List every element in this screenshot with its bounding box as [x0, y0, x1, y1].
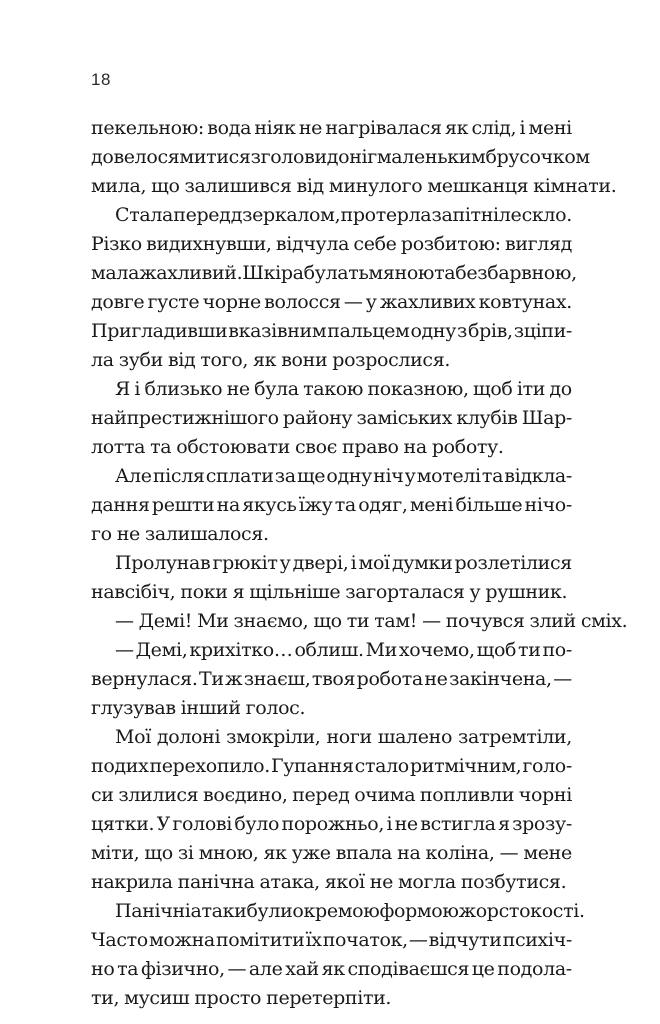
word: там! — [374, 610, 418, 632]
word: щоб — [473, 378, 513, 400]
word: ритмічним, — [409, 755, 522, 777]
word: розбитою: — [400, 233, 501, 255]
word: розрослися. — [332, 349, 451, 371]
word: маленьким — [376, 146, 486, 168]
word: такою — [303, 378, 364, 400]
word: якусь — [242, 494, 297, 516]
word: си — [91, 784, 114, 806]
text-line — [91, 926, 572, 955]
text-line — [91, 636, 572, 665]
word: чорні — [518, 784, 572, 806]
word: своє — [294, 436, 337, 458]
word: мешканця — [427, 175, 529, 197]
word: затремтіли, — [458, 726, 572, 748]
word: позбутися. — [460, 871, 567, 893]
word: показною, — [367, 378, 469, 400]
word: перехопило. — [149, 755, 270, 777]
word: району — [282, 407, 353, 429]
word: хочемо, — [398, 639, 475, 661]
word: крихітко… — [189, 639, 293, 661]
word: коліна, — [425, 842, 495, 864]
word: Пригладивши — [91, 320, 228, 342]
text-line — [91, 288, 572, 317]
word: вказівним — [228, 320, 327, 342]
word: скло. — [521, 204, 572, 226]
word: ніч — [373, 465, 404, 487]
word: твоя — [311, 668, 356, 690]
word: до — [549, 378, 572, 400]
word: ніг — [349, 146, 377, 168]
word: жахливих — [379, 291, 476, 313]
text-line — [91, 462, 572, 491]
text-line — [91, 810, 572, 839]
word: ла — [91, 349, 114, 371]
word: встигла — [420, 813, 496, 835]
text-line — [91, 897, 585, 926]
word: інший — [180, 697, 241, 719]
word: що — [313, 610, 342, 632]
page-number: 18 — [91, 70, 111, 89]
word: розлетілися — [454, 552, 572, 574]
word: видихнувши, — [146, 233, 272, 255]
word: поки — [180, 581, 228, 603]
word: відчути — [428, 929, 502, 951]
text-line — [91, 114, 572, 143]
word: перетерпіти. — [266, 987, 392, 1009]
word: Пролунав — [115, 552, 211, 574]
word: залишився — [184, 175, 292, 197]
word: — — [499, 842, 519, 864]
text-line — [91, 752, 572, 781]
word: перед — [173, 204, 231, 226]
word: не — [226, 378, 250, 400]
word: мої — [358, 552, 390, 574]
word: Панічні — [115, 900, 191, 922]
word: одну — [410, 320, 457, 342]
text-line — [91, 433, 572, 462]
word: голос. — [245, 697, 306, 719]
word: глузував — [91, 697, 176, 719]
word: подола- — [497, 958, 572, 980]
word: волосся — [264, 291, 341, 313]
word: перед — [292, 784, 350, 806]
word: щільніше — [249, 581, 341, 603]
word: загорталася — [345, 581, 465, 603]
word: Демі, — [135, 639, 188, 661]
word: і — [350, 552, 357, 574]
word: з — [250, 146, 261, 168]
word: фізично, — [140, 958, 225, 980]
word: минулого — [328, 175, 423, 197]
word: брусочком — [485, 146, 590, 168]
word: ніяк — [254, 117, 296, 139]
word: ноги — [326, 726, 372, 748]
word: — — [553, 668, 572, 690]
text-line — [91, 984, 572, 1013]
word: вернулася. — [91, 668, 198, 690]
word: просто — [194, 987, 262, 1009]
word: кімнати. — [533, 175, 617, 197]
word: навсібіч, — [91, 581, 176, 603]
word: мною, — [198, 842, 259, 864]
body-text — [91, 114, 628, 1013]
word: мала — [91, 262, 140, 284]
word: рушник. — [485, 581, 568, 603]
word: грюкіт — [212, 552, 278, 574]
word: себе — [353, 233, 397, 255]
word: як — [263, 842, 287, 864]
word: дання — [91, 494, 150, 516]
word: Ми — [197, 610, 229, 632]
word: були — [246, 900, 293, 922]
word: Ти — [199, 668, 224, 690]
word: у — [469, 581, 481, 603]
word: відкла- — [504, 465, 572, 487]
word: Мої — [115, 726, 151, 748]
word: їх — [305, 929, 322, 951]
word: решти — [151, 494, 215, 516]
word: більше — [455, 494, 523, 516]
word: вода — [207, 117, 252, 139]
word: і — [386, 813, 393, 835]
word: у — [279, 552, 291, 574]
word: з — [457, 320, 468, 342]
word: клубів — [456, 407, 518, 429]
word: атака, — [259, 871, 320, 893]
word: не — [298, 117, 323, 139]
word: знаємо, — [233, 610, 309, 632]
word: міти, — [91, 842, 140, 864]
word: мусиш — [124, 987, 190, 1009]
word: злилися — [118, 784, 199, 806]
word: робота — [356, 668, 423, 690]
text-line — [91, 868, 572, 897]
text-line — [91, 201, 572, 230]
word: була — [254, 378, 299, 400]
word: того, — [200, 349, 249, 371]
text-line — [91, 578, 572, 607]
word: мені — [409, 494, 454, 516]
word: Ми — [365, 639, 397, 661]
word: уже — [291, 842, 331, 864]
word: роботу. — [431, 436, 504, 458]
word: Стала — [115, 204, 174, 226]
word: — — [422, 610, 441, 632]
word: шалено — [377, 726, 453, 748]
word: — — [343, 291, 363, 313]
word: накрила — [91, 871, 173, 893]
word: і — [519, 117, 526, 139]
word: мотелі — [416, 465, 481, 487]
word: брів, — [468, 320, 513, 342]
word: та — [481, 465, 504, 487]
text-line — [91, 723, 572, 752]
text-line — [91, 694, 572, 723]
word: довелося — [91, 146, 180, 168]
word: можна — [148, 929, 215, 951]
word: від — [296, 175, 324, 197]
word: нічо- — [524, 494, 572, 516]
word: зрозу- — [512, 813, 572, 835]
word: голови — [260, 146, 327, 168]
text-line — [91, 549, 572, 578]
text-line — [91, 955, 572, 984]
word: у — [365, 291, 377, 313]
word: Різко — [91, 233, 142, 255]
word: окремою — [292, 900, 380, 922]
word: порожньо, — [281, 813, 385, 835]
text-line — [91, 607, 628, 636]
text-line — [91, 230, 572, 259]
word: пекельною: — [91, 117, 204, 139]
word: хай — [285, 958, 319, 980]
word: якої — [324, 871, 365, 893]
word: не — [424, 668, 448, 690]
word: голові — [172, 813, 232, 835]
word: — — [115, 639, 134, 661]
word: Демі! — [138, 610, 193, 632]
word: близько — [144, 378, 223, 400]
text-line — [91, 143, 590, 172]
word: дзеркалом, — [230, 204, 341, 226]
word: — — [408, 929, 428, 951]
text-line — [91, 346, 572, 375]
word: цятки. — [91, 813, 155, 835]
word: Гупання — [271, 755, 354, 777]
word: — — [227, 958, 247, 980]
word: як — [321, 958, 345, 980]
word: вигляд — [505, 233, 572, 255]
word: думки — [391, 552, 453, 574]
word: вони — [281, 349, 328, 371]
word: була — [303, 262, 349, 284]
word: зціпи- — [513, 320, 572, 342]
word: злий — [529, 610, 576, 632]
word: безбарвною, — [455, 262, 577, 284]
word: помітити — [215, 929, 305, 951]
text-line — [91, 839, 572, 868]
word: закінчена, — [449, 668, 552, 690]
word: і — [134, 378, 141, 400]
word: щоб — [476, 639, 517, 661]
word: сподіваєшся — [347, 958, 470, 980]
word: відчула — [275, 233, 350, 255]
text-line — [91, 259, 577, 288]
word: за — [274, 465, 296, 487]
word: подих — [91, 755, 149, 777]
text-line — [91, 665, 572, 694]
word: обстоювати — [176, 436, 290, 458]
word: мені — [528, 117, 572, 139]
word: жахливий. — [139, 262, 243, 284]
word: довге — [91, 291, 145, 313]
word: Часто — [91, 929, 148, 951]
word: як — [253, 349, 277, 371]
word: голо- — [522, 755, 572, 777]
word: Я — [115, 378, 130, 400]
word: сміх. — [580, 610, 628, 632]
word: заміських — [356, 407, 453, 429]
word: не — [369, 871, 393, 893]
word: ковтунах. — [478, 291, 572, 313]
word: ти — [518, 639, 541, 661]
word: я — [498, 813, 510, 835]
word: не — [116, 523, 140, 545]
word: — — [115, 610, 134, 632]
word: почувся — [445, 610, 525, 632]
word: та — [334, 494, 356, 516]
word: ти, — [91, 987, 120, 1009]
word: на — [403, 436, 427, 458]
word: ще — [296, 465, 326, 487]
word: психіч- — [502, 929, 572, 951]
word: Шкіра — [242, 262, 304, 284]
word: до — [326, 146, 350, 168]
word: їжу — [298, 494, 333, 516]
word: одну — [326, 465, 372, 487]
word: як — [444, 117, 469, 139]
word: іти — [516, 378, 546, 400]
word: воєдино, — [203, 784, 288, 806]
word: лотта — [91, 436, 146, 458]
word: жорстокості. — [458, 900, 585, 922]
word: змокріли, — [226, 726, 321, 748]
word: впала — [335, 842, 393, 864]
word: атаки — [190, 900, 247, 922]
word: но — [91, 958, 115, 980]
word: панічна — [177, 871, 255, 893]
word: у — [404, 465, 416, 487]
word: чорне — [202, 291, 261, 313]
word: зі — [177, 842, 194, 864]
word: облиш. — [294, 639, 364, 661]
word: сплати — [205, 465, 274, 487]
word: залишалося. — [144, 523, 269, 545]
text-line — [91, 781, 572, 810]
word: та — [434, 262, 456, 284]
word: було — [234, 813, 280, 835]
word: двері, — [292, 552, 349, 574]
word: стало — [354, 755, 409, 777]
text-line — [91, 520, 572, 549]
word: формою — [379, 900, 459, 922]
word: та — [150, 436, 172, 458]
word: та — [117, 958, 139, 980]
word: протерла — [340, 204, 432, 226]
word: нагрівалася — [325, 117, 442, 139]
word: могла — [398, 871, 456, 893]
word: мене — [523, 842, 572, 864]
word: попливли — [419, 784, 515, 806]
word: Але — [115, 465, 152, 487]
word: митися — [179, 146, 251, 168]
word: від — [167, 349, 196, 371]
text-line — [91, 375, 572, 404]
word: що — [151, 175, 180, 197]
word: це — [471, 958, 495, 980]
text-line — [91, 491, 572, 520]
word: ти — [346, 610, 370, 632]
word: слід, — [471, 117, 517, 139]
text-line — [91, 317, 572, 346]
word: пальцем — [327, 320, 410, 342]
word: право — [342, 436, 399, 458]
word: найпрестижнішого — [91, 407, 279, 429]
word: але — [248, 958, 283, 980]
word: початок, — [322, 929, 408, 951]
word: У — [156, 813, 170, 835]
word: ж — [225, 668, 243, 690]
word: Шар- — [521, 407, 572, 429]
word: долоні — [156, 726, 221, 748]
word: я — [232, 581, 245, 603]
word: по- — [542, 639, 572, 661]
word: го — [91, 523, 112, 545]
word: густе — [147, 291, 200, 313]
word: на — [397, 842, 421, 864]
word: очима — [354, 784, 416, 806]
word: після — [152, 465, 205, 487]
word: одяг, — [358, 494, 408, 516]
word: не — [394, 813, 418, 835]
text-line — [91, 404, 572, 433]
word: запітніле — [431, 204, 522, 226]
word: на — [216, 494, 240, 516]
word: знаєш, — [243, 668, 311, 690]
word: що — [144, 842, 173, 864]
word: тьмяною — [348, 262, 435, 284]
word: зуби — [118, 349, 163, 371]
text-line — [91, 172, 617, 201]
word: мила, — [91, 175, 147, 197]
